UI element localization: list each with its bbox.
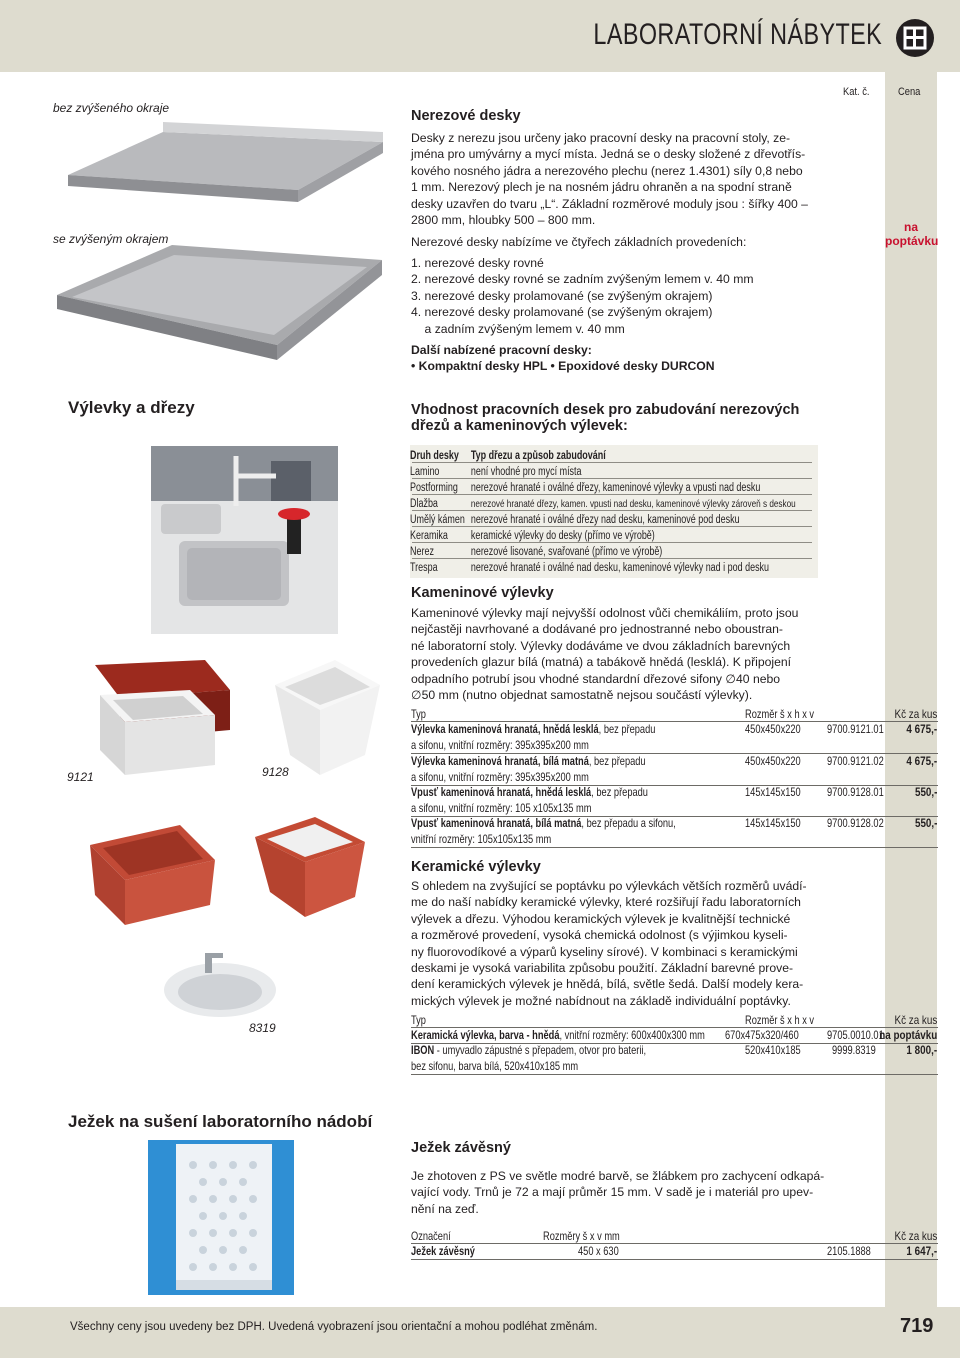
table-cell: Dlažba	[410, 498, 438, 510]
product-price: 4 675,-	[906, 723, 937, 736]
suitability-title-line2: dřezů a kameninových výlevek:	[411, 418, 628, 434]
product-detail: a sifonu, vnitřní rozměry: 105 x105x135 mm	[411, 802, 592, 815]
product-size: 450 x 630	[578, 1245, 619, 1258]
price-column	[885, 72, 937, 1307]
more-boards-list: • Kompaktní desky HPL • Epoxidové desky DURCON	[411, 359, 715, 373]
dryer-line: nění na zeď.	[411, 1201, 479, 1216]
divider	[412, 558, 812, 559]
suitability-title	[411, 402, 799, 434]
table-cell: keramické výlevky do desky (přímo ve výrobě)	[470, 530, 655, 542]
divider	[411, 1259, 938, 1260]
suitability-title-line1: Vhodnost pracovních desek pro zabudování nerezových	[411, 402, 800, 418]
table-cell: Postforming	[410, 482, 458, 494]
divider	[412, 510, 812, 511]
divider	[412, 462, 812, 463]
product-catalog-number: 9700.9128.02	[827, 817, 884, 830]
price-on-request-line2: poptávku	[885, 234, 939, 248]
product-size: 145x145x150	[745, 817, 801, 830]
list-item: 1. nerezové desky rovné	[411, 256, 544, 270]
kat-column-header: Kat. č.	[843, 86, 870, 98]
stoneware-line: nejčastěji navrhované a dodávané pro jednostranné nebo oboustran-	[411, 622, 783, 637]
nerez-variants-list	[411, 255, 754, 337]
divider	[412, 494, 812, 495]
stoneware-drain-brown-image	[250, 812, 370, 922]
table-header-cell: Typ dřezu a způsob zabudování	[470, 450, 606, 462]
ceramic-line: ny fluorovodíkové a výparů kyseliny sírové). V kombinaci s keramickými	[411, 944, 798, 959]
table-row	[410, 561, 769, 575]
product-name-suffix: , bez přepadu a sifonu,	[581, 817, 676, 830]
ceramic-washbasin-8319-image	[160, 945, 280, 1020]
product-catalog-number: 9705.0010.01	[827, 1029, 884, 1042]
ceramic-line: S ohledem na zvyšující se poptávku po výlevkách větších rozměrů uvádí-	[411, 879, 807, 893]
stoneware-line: odpadního potrubí jsou vhodné standardní dřezové sifony ∅40 nebo	[411, 671, 781, 686]
table-header-cell: Druh desky	[410, 450, 459, 462]
table-cell: není vhodné pro mycí místa	[470, 466, 582, 478]
footer-note: Všechny ceny jsou uvedeny bez DPH. Uvedená vyobrazení jsou orientační a mohou podléhat změnám.	[70, 1321, 598, 1333]
caption-without-edge: bez zvýšeného okraje	[53, 101, 170, 115]
table-cell: Trespa	[410, 562, 438, 574]
nerez-line: desky uzavřen do tvaru „L“. Základní rozměrové moduly jsou : šířky 400 –	[411, 196, 808, 211]
table-header-cell: Rozměr š x h x v	[745, 1014, 815, 1027]
table-header-cell: Rozměry š x v mm	[543, 1230, 620, 1243]
list-item: 4. nerezové desky prolamované (se zvýšeným okrajem)	[411, 305, 713, 320]
page-number: 719	[900, 1315, 934, 1337]
dryer-line: Je zhotoven z PS ve světle modré barvě, se žlábkem pro zachycení odkapá-	[411, 1169, 825, 1183]
product-size: 450x450x220	[745, 755, 801, 768]
nerez-line: 1 mm. Nerezový plech je na nosném jádru ohraněn a na spodní straně	[411, 180, 792, 195]
divider	[411, 753, 938, 754]
divider	[411, 1243, 938, 1244]
dryer-section-title: Ježek na sušení laboratorního nádobí	[68, 1112, 373, 1131]
more-boards-title: Další nabízené pracovní desky:	[411, 343, 592, 357]
product-detail: bez sifonu, barva bílá, 520x410x185 mm	[411, 1060, 579, 1073]
stoneware-line: Kameninové výlevky mají nejvyšší odolnost vůči chemikáliím, proto jsou	[411, 606, 799, 620]
header-bar	[0, 0, 960, 72]
product-name-suffix: , bez přepadu	[598, 723, 656, 736]
product-name-suffix: - umyvadlo zápustné s přepadem, otvor pro baterii,	[434, 1044, 647, 1057]
nerez-line: jména pro umývárny a mycí místa. Jedná se o desky složené z dřevotřís-	[411, 147, 806, 162]
table-cell: nerezové hranaté i oválné dřezy, kameninové výlevky a vpusti nad desku	[470, 482, 761, 494]
table-cell: Umělý kámen	[410, 514, 465, 526]
stoneware-title: Kameninové výlevky	[411, 585, 554, 601]
product-detail: a sifonu, vnitřní rozměry: 395x395x200 mm	[411, 739, 589, 752]
product-price: 550,-	[914, 817, 937, 830]
table-row	[410, 481, 760, 495]
table-row	[410, 545, 662, 559]
table-header-cell: Kč za kus	[894, 708, 937, 721]
dryer-title: Ježek závěsný	[411, 1140, 511, 1156]
table-row	[410, 497, 796, 511]
product-size: 145x145x150	[745, 786, 801, 799]
product-detail: a sifonu, vnitřní rozměry: 395x395x200 mm	[411, 771, 589, 784]
footer-bar	[0, 1307, 960, 1358]
table-header-cell: Kč za kus	[894, 1230, 937, 1243]
price-column-header: Cena	[898, 86, 921, 98]
nerez-description	[411, 130, 821, 228]
nerez-line: Desky z nerezu jsou určeny jako pracovní desky na pracovní stoly, ze-	[411, 131, 791, 145]
table-cell: nerezové hranaté dřezy, kamen. vpusti nad desku, kameninové výlevky zároveň s deskou	[470, 498, 796, 510]
stoneware-line: ∅50 mm (nutno objednat samostatně nejsou součástí výlevky).	[411, 688, 753, 703]
product-size: 670x475x320/460	[725, 1029, 799, 1042]
divider	[411, 1074, 938, 1075]
product-size: 520x410x185	[745, 1044, 801, 1057]
product-name: Vpusť kameninová hranatá, bílá matná	[411, 817, 582, 830]
list-item: 2. nerezové desky rovné se zadním zvýšeným lemem v. 40 mm	[411, 272, 754, 287]
product-name-suffix: , bez přepadu	[591, 786, 648, 799]
price-on-request	[885, 220, 937, 248]
product-price: 1 647,-	[906, 1245, 937, 1258]
nerez-offer: Nerezové desky nabízíme ve čtyřech základních provedeních:	[411, 235, 747, 249]
table-header-cell: Označení	[411, 1230, 451, 1243]
product-name-suffix: , bez přepadu	[588, 755, 646, 768]
divider	[411, 1027, 938, 1028]
table-cell: nerezové hranaté i oválné dřezy nad desku, kameninové pod desku	[470, 514, 740, 526]
product-name: IBON	[411, 1044, 435, 1057]
table-header-cell: Typ	[411, 708, 426, 721]
stoneware-sink-brown-image	[85, 815, 220, 930]
product-catalog-number: 9700.9128.01	[827, 786, 884, 799]
nerez-line: kového nosného jádra a nerezového plechu (nerez 1.4301) síly 0,8 nebo	[411, 163, 803, 178]
divider	[412, 526, 812, 527]
nerez-title: Nerezové desky	[411, 108, 521, 124]
lab-furniture-logo-icon	[896, 19, 934, 57]
dryer-description	[411, 1168, 825, 1217]
product-name: Výlevka kameninová hranatá, bílá matná	[411, 755, 589, 768]
product-price: 1 800,-	[906, 1044, 937, 1057]
product-detail: vnitřní rozměry: 105x105x135 mm	[411, 833, 552, 846]
divider	[411, 721, 938, 722]
caption-9128: 9128	[262, 765, 289, 779]
caption-with-edge: se zvýšeným okrajem	[53, 232, 169, 246]
stoneware-drain-9128-white-image	[265, 655, 385, 780]
product-price: 550,-	[914, 786, 937, 799]
product-name: Ježek závěsný	[411, 1245, 475, 1258]
ceramic-line: me do naší nabídky keramické výlevky, které rozšiřují řadu laboratorních	[411, 895, 801, 910]
sinks-section-title: Výlevky a dřezy	[68, 398, 195, 417]
product-price: 4 675,-	[906, 755, 937, 768]
stainless-board-flat-image	[58, 120, 388, 225]
dryer-line: vající vody. Trnů je 72 a mají průměr 15 mm. V sadě je i materiál pro upev-	[411, 1185, 814, 1200]
table-cell: nerezové lisované, svařované (přímo ve výrobě)	[470, 546, 663, 558]
divider	[412, 478, 812, 479]
product-name: Keramická výlevka, barva - hnědá	[411, 1029, 560, 1042]
list-item: a zadním zvýšeným lemem v. 40 mm	[411, 321, 625, 336]
divider	[412, 542, 812, 543]
product-name-suffix: , vnitřní rozměry: 600x400x300 mm	[559, 1029, 705, 1042]
table-cell: Lamino	[410, 466, 440, 478]
table-row	[410, 513, 740, 527]
product-catalog-number: 9700.9121.02	[827, 755, 884, 768]
ceramic-description	[411, 878, 821, 1009]
nerez-line: 2800 mm, hloubky 500 – 800 mm.	[411, 213, 596, 228]
lab-sink-photo	[151, 446, 338, 634]
ceramic-line: výlevek a dřezu. Výhodou keramických výlevek je kvalitnější technické	[411, 911, 791, 926]
ceramic-line: dení keramických výlevek je hnědá, bílá, světle šedá. Další modely kera-	[411, 977, 804, 992]
table-cell: Keramika	[410, 530, 448, 542]
list-item: 3. nerezové desky prolamované (se zvýšeným okrajem)	[411, 288, 713, 303]
divider	[411, 847, 938, 848]
ceramic-title: Keramické výlevky	[411, 859, 541, 875]
table-row	[410, 529, 655, 543]
caption-8319: 8319	[249, 1021, 276, 1035]
stoneware-line: né laboratorní stoly. Výlevky dodáváme ve dvou základních barevných	[411, 638, 791, 653]
page-title: LABORATORNÍ NÁBYTEK	[593, 18, 882, 51]
stoneware-line: provedeních glazur bílá (matná) a tabákově hnědá (lesklá). K připojení	[411, 655, 792, 670]
product-catalog-number: 2105.1888	[827, 1245, 871, 1258]
product-catalog-number: 9700.9121.01	[827, 723, 884, 736]
drying-rack-image	[148, 1140, 294, 1295]
table-header-cell: Kč za kus	[894, 1014, 937, 1027]
product-name: Výlevka kameninová hranatá, hnědá lesklá	[411, 723, 599, 736]
product-name: Vpusť kameninová hranatá, hnědá lesklá	[411, 786, 592, 799]
product-size: 450x450x220	[745, 723, 801, 736]
ceramic-line: mických výlevek je možné nabídnout na základě individuální poptávky.	[411, 993, 791, 1008]
price-on-request-line1: na	[903, 220, 918, 234]
table-header-row	[410, 449, 606, 463]
product-price: na poptávku	[878, 1029, 937, 1042]
ceramic-line: deskami je vysoká variabilita způsobu použití. Základní barevné prove-	[411, 961, 794, 976]
stoneware-sink-9121-image	[65, 650, 245, 780]
table-cell: nerezové hranaté i oválné nad desku, kameninové výlevky nad i pod desku	[470, 562, 770, 574]
table-cell: Nerez	[410, 546, 434, 558]
ceramic-line: a rozměrové provedení, vysoká chemická odolnost (s výjimkou kyseli-	[411, 928, 788, 943]
stainless-board-raised-edge-image	[52, 235, 387, 375]
product-catalog-number: 9999.8319	[832, 1044, 876, 1057]
caption-9121: 9121	[67, 770, 94, 784]
table-header-cell: Rozměr š x h x v	[745, 708, 815, 721]
table-row	[410, 465, 582, 479]
stoneware-description	[411, 605, 821, 703]
table-header-cell: Typ	[411, 1014, 426, 1027]
